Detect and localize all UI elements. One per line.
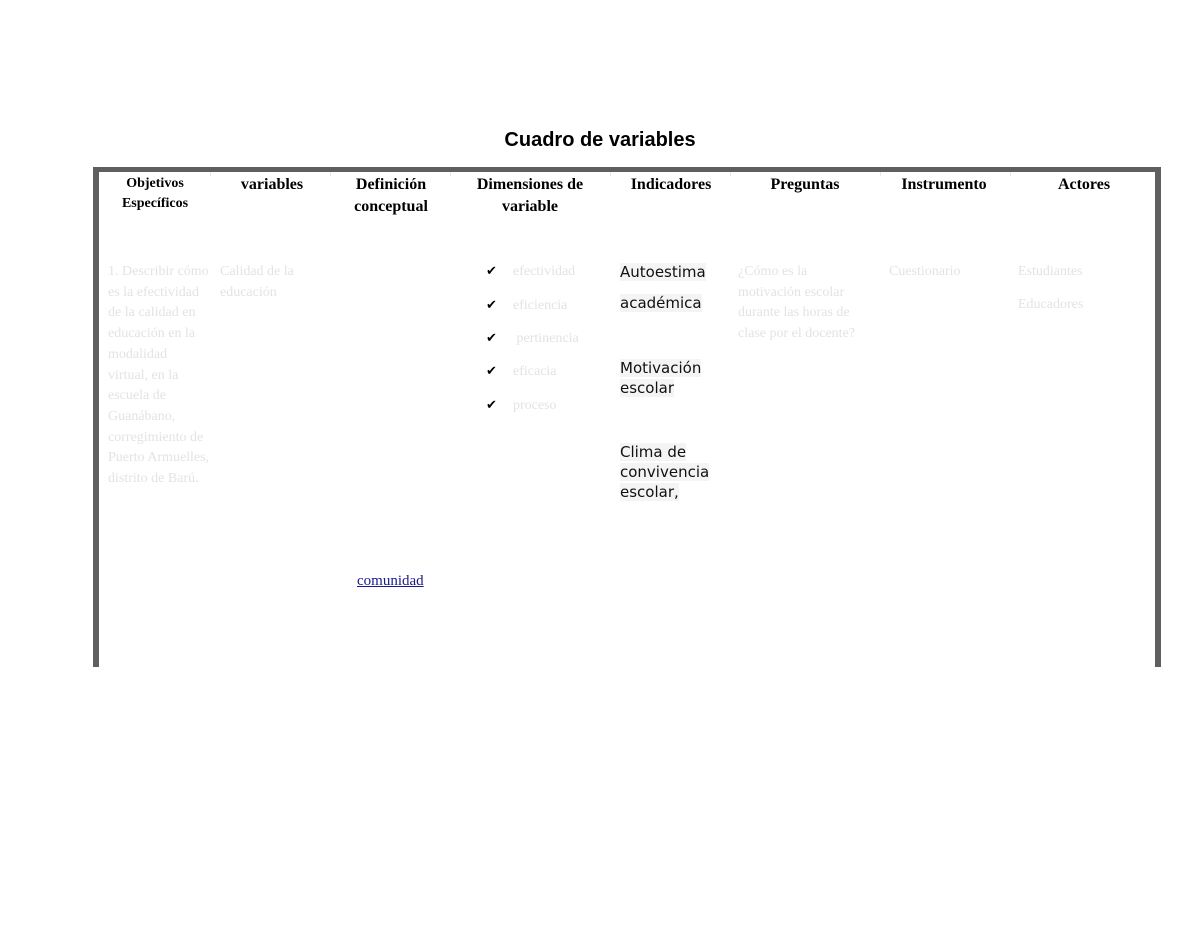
- indicator-text: Clima de: [620, 443, 687, 461]
- column-divider: [730, 172, 731, 176]
- dimension-item: [486, 262, 606, 282]
- cell-actor: Educadores: [1018, 297, 1084, 312]
- header-definicion-line2: conceptual: [354, 198, 428, 215]
- dimension-label: efectividad: [513, 264, 576, 279]
- cell-objetivo: 1. Describir cómo es la efectividad de la calidad en educación en la modalidad virtual, en la escuela de Guanábano, corregimiento de Puerto Armuelles, distrito de Barú.: [108, 264, 210, 487]
- header-preguntas: Preguntas: [770, 176, 840, 193]
- dimension-label: proceso: [513, 398, 557, 413]
- indicator-text: Motivación: [620, 359, 702, 377]
- indicator-autoestima: [620, 262, 706, 313]
- header-definicion: [332, 174, 450, 218]
- cell-pregunta: ¿Cómo es la motivación escolar durante las horas de clase por el docente?: [738, 264, 855, 342]
- checkmark-icon: ✔: [486, 398, 497, 413]
- comunidad-link[interactable]: comunidad: [357, 573, 424, 589]
- column-divider: [330, 172, 331, 176]
- checkmark-icon: ✔: [486, 264, 497, 279]
- indicator-text: convivencia: [620, 463, 710, 481]
- header-objetivos: [103, 174, 207, 214]
- indicator-text: Autoestima: [620, 263, 706, 281]
- indicator-text: escolar: [620, 379, 674, 397]
- dimension-item: [486, 296, 606, 316]
- column-divider: [210, 172, 211, 176]
- header-variables: variables: [240, 176, 304, 193]
- dimension-item: [486, 362, 606, 382]
- table-right-border: [1155, 167, 1161, 667]
- checkmark-icon: ✔: [486, 364, 497, 379]
- header-objetivos-line2: Específicos: [121, 196, 189, 211]
- checkmark-icon: ✔: [486, 298, 497, 313]
- indicator-clima: [620, 442, 709, 502]
- column-divider: [610, 172, 611, 176]
- cell-variable: Calidad de la educación: [220, 264, 294, 300]
- dimension-item: [486, 329, 606, 349]
- cell-actor: Estudiantes: [1018, 264, 1083, 279]
- dimension-label: eficacia: [513, 364, 557, 379]
- header-objetivos-line1: Objetivos: [126, 176, 184, 191]
- header-dimensiones-line1: Dimensiones de: [476, 176, 584, 193]
- header-dimensiones-line2: variable: [502, 198, 558, 215]
- header-definicion-line1: Definición: [355, 176, 427, 193]
- indicator-text: escolar,: [620, 483, 679, 501]
- indicator-text: académica: [620, 294, 702, 312]
- column-divider: [1010, 172, 1011, 176]
- table-top-border: [93, 167, 1161, 172]
- header-indicadores: Indicadores: [630, 176, 712, 193]
- table-left-border: [93, 167, 99, 667]
- dimension-label: eficiencia: [513, 298, 568, 313]
- table-frame: [93, 167, 1161, 667]
- dimension-item: [486, 396, 606, 416]
- header-instrumento: Instrumento: [901, 176, 987, 193]
- column-divider: [450, 172, 451, 176]
- cell-instrumento: Cuestionario: [889, 264, 961, 279]
- header-dimensiones: [455, 174, 605, 218]
- indicator-motivacion: [620, 358, 701, 398]
- dimension-label: pertinencia: [513, 331, 579, 346]
- header-actores: Actores: [1057, 176, 1111, 193]
- page-title: Cuadro de variables: [504, 129, 696, 151]
- checkmark-icon: ✔: [486, 331, 497, 346]
